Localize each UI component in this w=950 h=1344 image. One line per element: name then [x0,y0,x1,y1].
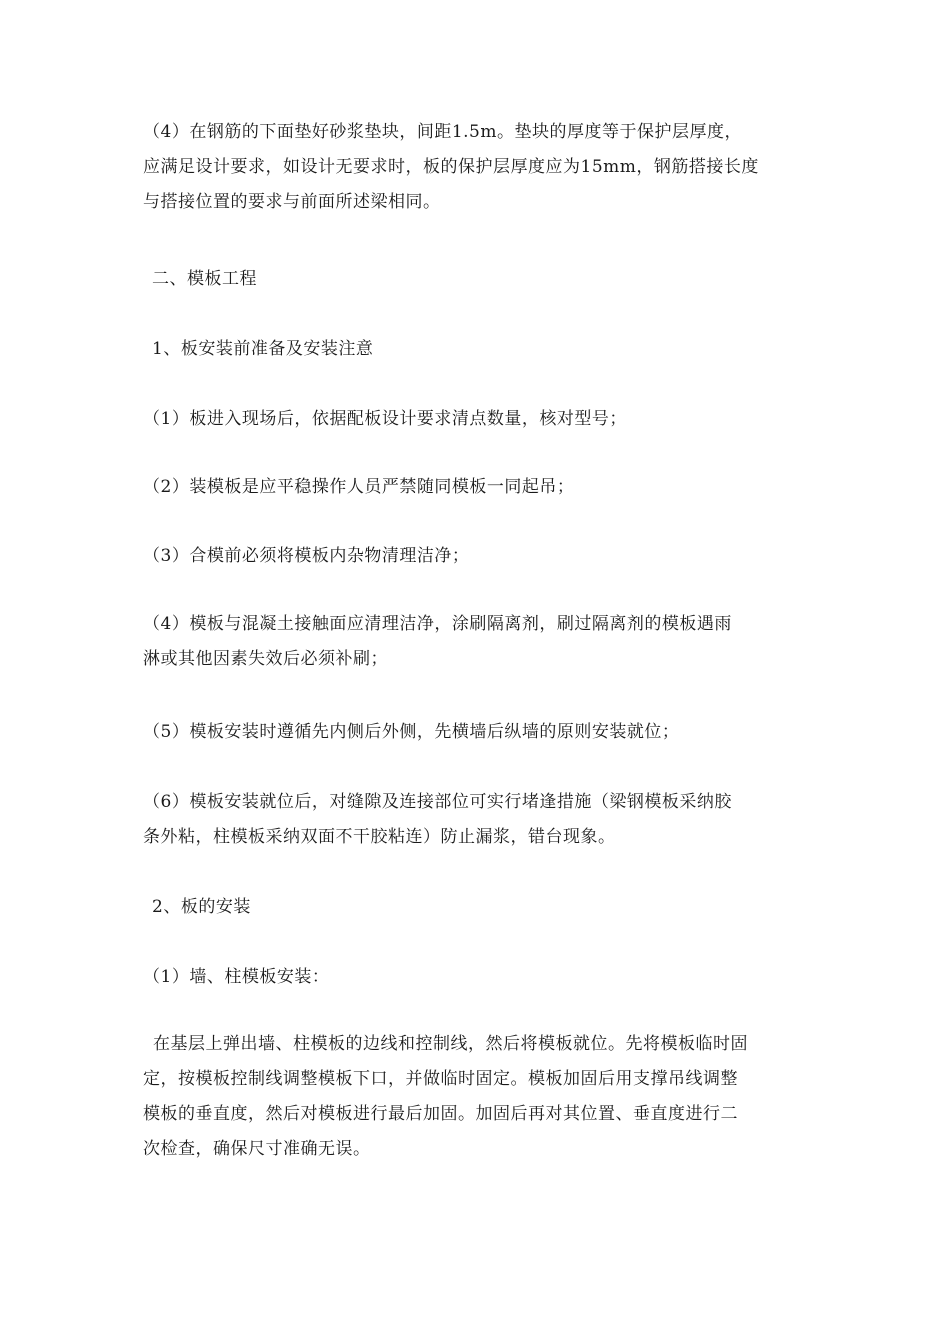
text-line: 条外粘，柱模板采纳双面不干胶粘连）防止漏浆，错台现象。 [143,827,616,847]
paragraph-rebar-spacers [143,115,808,220]
list-item-wall-column [143,960,808,995]
text-line: （1）板进入现场后，依据配板设计要求清点数量，核对型号； [143,409,627,429]
text-line: 淋或其他因素失效后必须补刷； [143,649,388,669]
list-item-2 [143,470,808,505]
text-line: 1、板安装前准备及安装注意 [152,339,374,359]
text-line: （4）在钢筋的下面垫好砂浆垫块，间距1.5m。垫块的厚度等于保护层厚度， [143,122,742,142]
list-item-4 [143,607,808,677]
text-line: （4）模板与混凝土接触面应清理洁净，涂刷隔离剂，刷过隔离剂的模板遇雨 [143,614,732,634]
section-heading-formwork [152,262,817,297]
text-line: 与搭接位置的要求与前面所述梁相同。 [143,192,441,212]
text-line: 二、模板工程 [152,269,257,289]
list-item-5 [143,715,808,750]
text-line: （1）墙、柱模板安装： [143,967,330,987]
text-line: 定，按模板控制线调整模板下口，并做临时固定。模板加固后用支撑吊线调整 [143,1069,738,1089]
subheading-preparation [152,332,817,367]
text-line: （6）模板安装就位后，对缝隙及连接部位可实行堵逢措施（梁钢模板采纳胶 [143,792,732,812]
text-line: 在基层上弹出墙、柱模板的边线和控制线，然后将模板就位。先将模板临时固 [153,1034,748,1054]
text-line: 模板的垂直度，然后对模板进行最后加固。加固后再对其位置、垂直度进行二 [143,1104,738,1124]
paragraph-installation-procedure [143,1027,808,1167]
text-line: （5）模板安装时遵循先内侧后外侧，先横墙后纵墙的原则安装就位； [143,722,680,742]
text-line: 2、板的安装 [152,897,251,917]
text-line: 次检查，确保尺寸准确无误。 [143,1139,371,1159]
text-line: 应满足设计要求，如设计无要求时，板的保护层厚度应为15mm，钢筋搭接长度 [143,157,759,177]
text-line: （3）合模前必须将模板内杂物清理洁净； [143,546,470,566]
text-line: （2）装模板是应平稳操作人员严禁随同模板一同起吊； [143,477,575,497]
list-item-1 [143,402,808,437]
list-item-6 [143,785,808,855]
list-item-3 [143,539,808,574]
subheading-installation [152,890,817,925]
